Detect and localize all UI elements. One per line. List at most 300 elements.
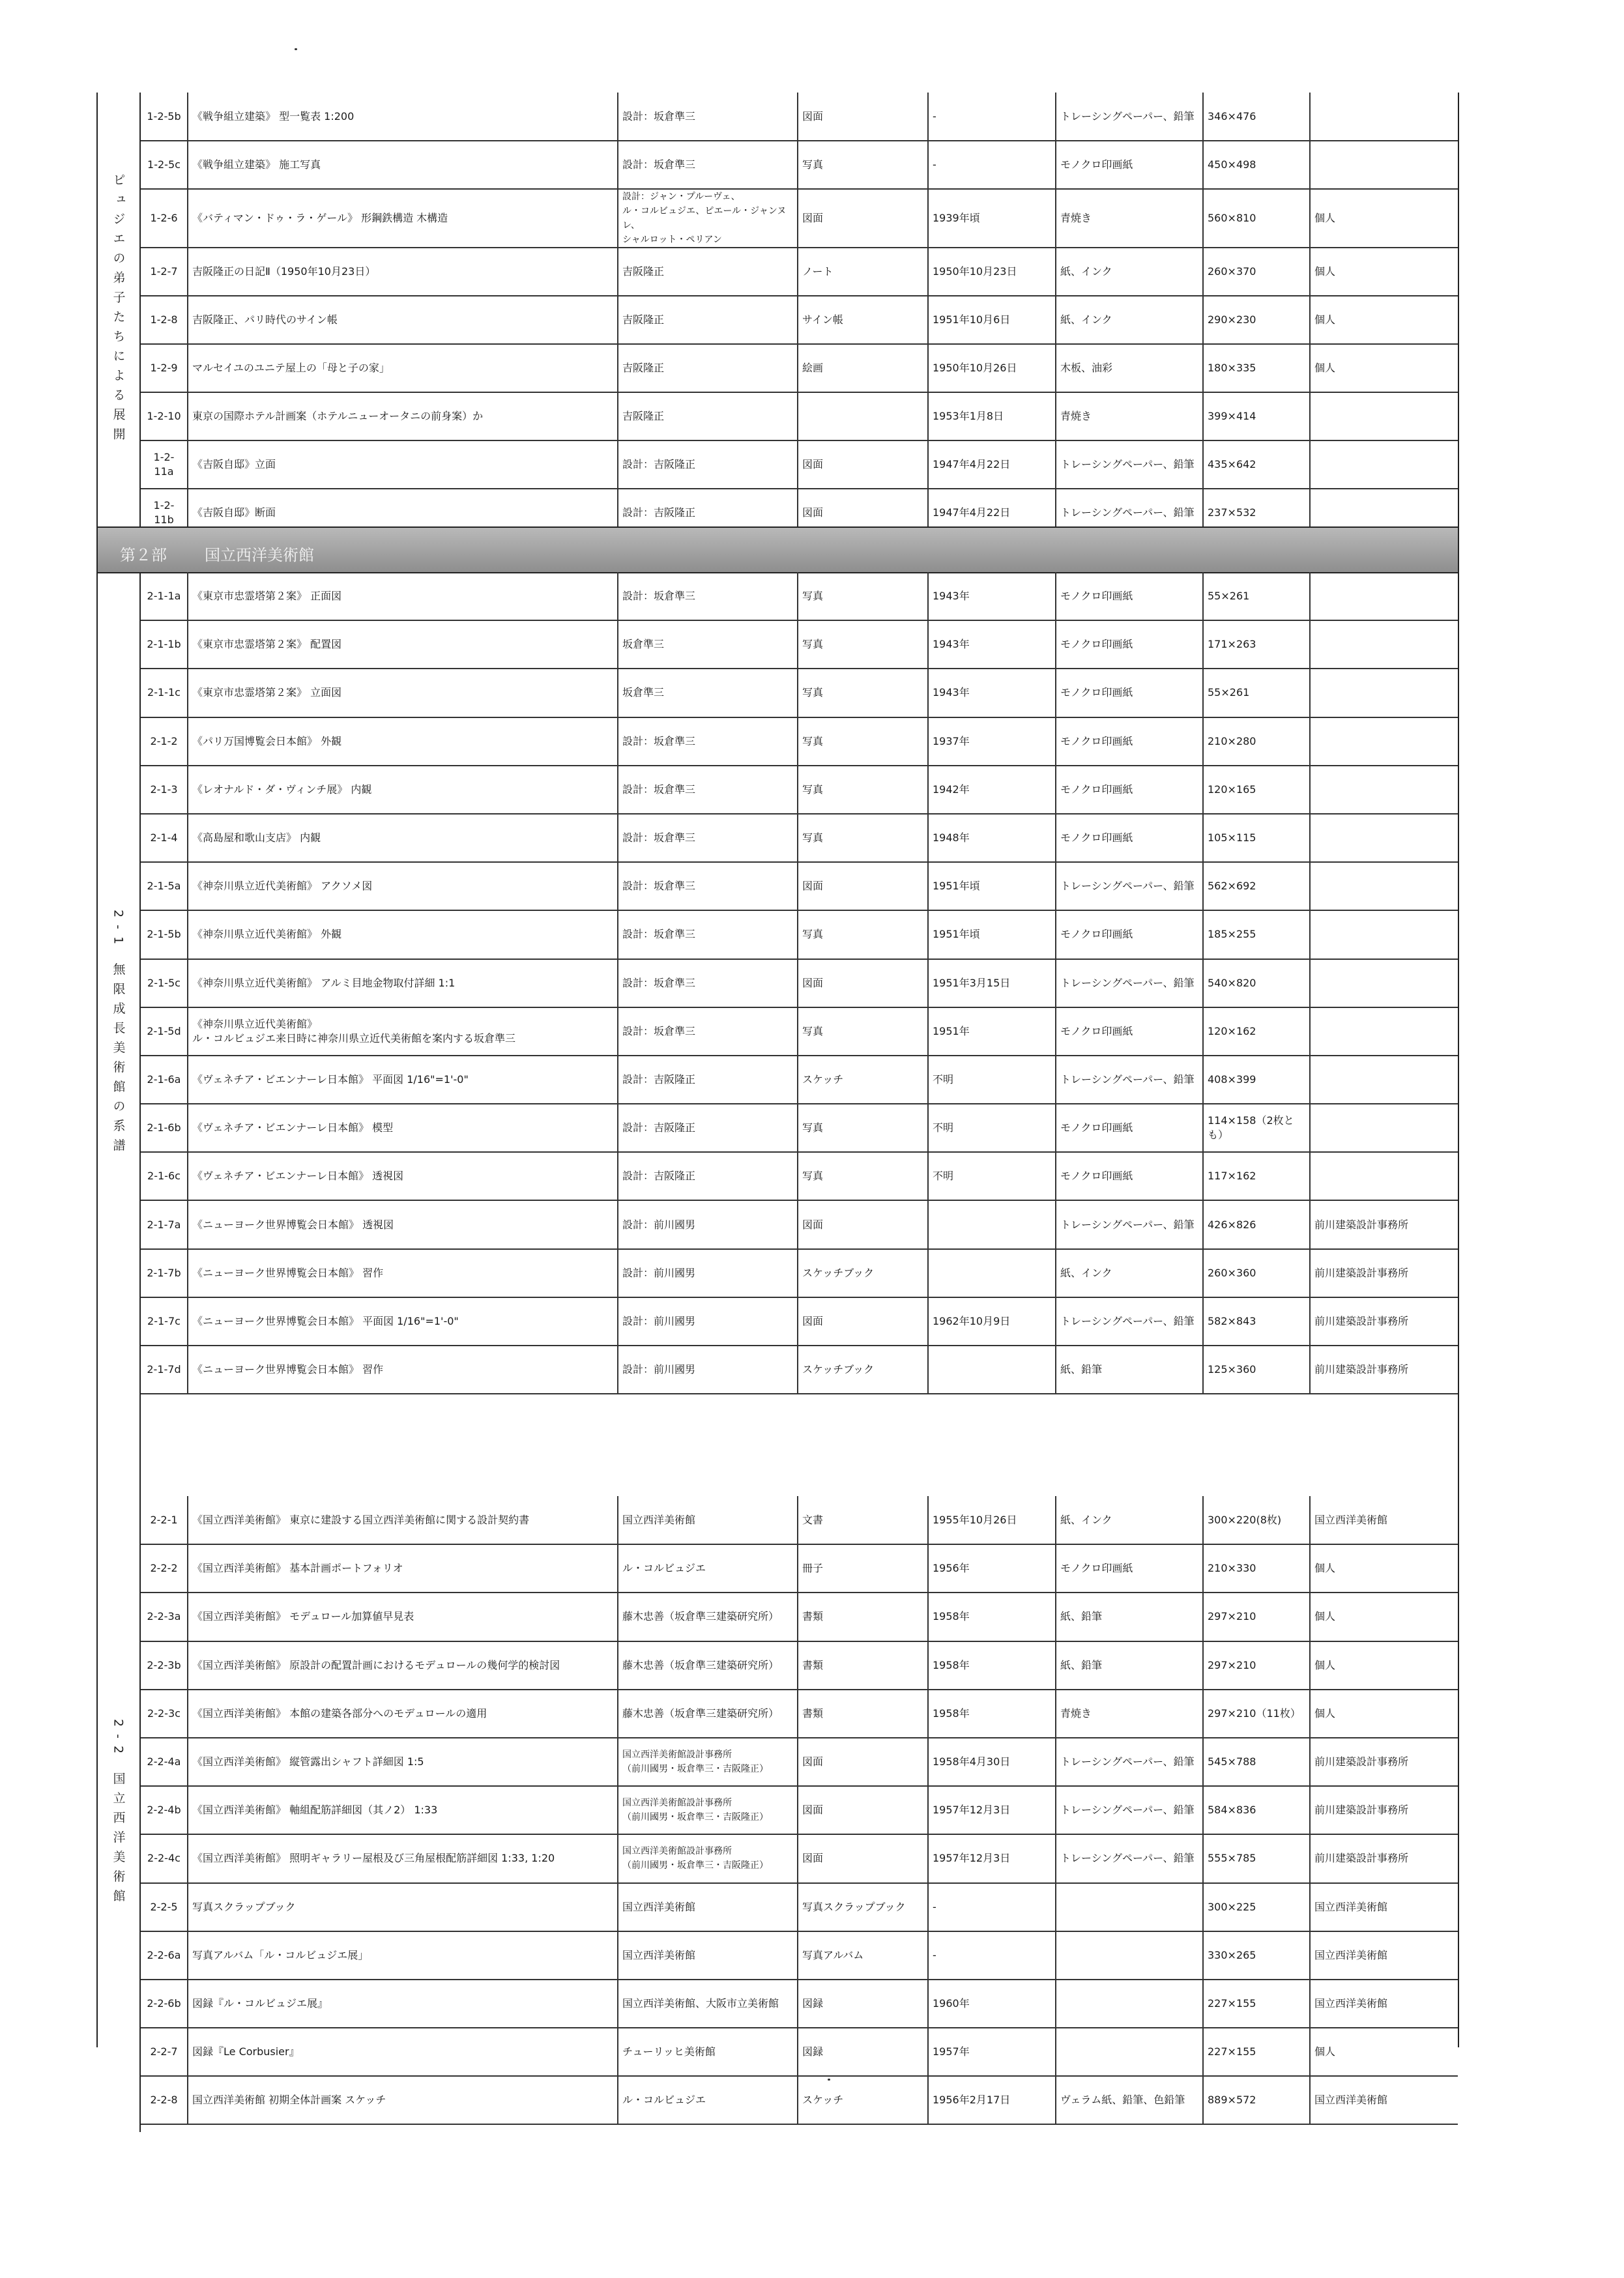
table-row (141, 717, 1458, 766)
cell-material: トレーシングペーパー、鉛筆 (1056, 93, 1203, 141)
table-row (141, 1496, 1458, 1544)
cell-size: 560×810 (1203, 189, 1310, 248)
table-row (141, 814, 1458, 862)
cell-owner: 個人 (1310, 1641, 1458, 1690)
cell-date: 不明 (928, 1152, 1056, 1200)
part-banner (98, 526, 1458, 573)
cell-size: 297×210 (1203, 1641, 1310, 1690)
section-label-cell (98, 572, 141, 1496)
cell-size: 180×335 (1203, 344, 1310, 392)
cell-size: 297×210（11枚） (1203, 1690, 1310, 1738)
cell-owner: 前川建築設計事務所 (1310, 1200, 1458, 1248)
cell-size: 450×498 (1203, 141, 1310, 189)
cell-author: 吉阪隆正 (618, 248, 798, 296)
cell-type: 図面 (798, 189, 928, 248)
table-row (141, 1152, 1458, 1200)
cell-owner (1310, 910, 1458, 959)
cell-id: 2-1-7a (141, 1200, 188, 1248)
cell-author: 設計：吉阪隆正 (618, 489, 798, 537)
table-row (141, 766, 1458, 814)
table-row (141, 1297, 1458, 1346)
cell-title: 《戦争組立建築》 型一覧表 1:200 (188, 93, 618, 141)
table-row (141, 1980, 1458, 2028)
cell-owner: 前川建築設計事務所 (1310, 1834, 1458, 1882)
cell-owner: 個人 (1310, 248, 1458, 296)
cell-material: モノクロ印画紙 (1056, 717, 1203, 766)
cell-id: 2-1-5d (141, 1007, 188, 1056)
cell-size: 55×261 (1203, 572, 1310, 620)
cell-size: 210×330 (1203, 1544, 1310, 1593)
table-row (141, 1544, 1458, 1593)
scan-speck (828, 2079, 830, 2081)
cell-size: 889×572 (1203, 2076, 1310, 2124)
cell-owner: 個人 (1310, 189, 1458, 248)
cell-id: 1-2-5c (141, 141, 188, 189)
cell-title: 《国立西洋美術館》 基本計画ポートフォリオ (188, 1544, 618, 1593)
cell-size: 237×532 (1203, 489, 1310, 537)
cell-size: 426×826 (1203, 1200, 1310, 1248)
cell-size: 125×360 (1203, 1346, 1310, 1394)
cell-owner (1310, 93, 1458, 141)
cell-id: 2-2-6b (141, 1980, 188, 2028)
cell-material: 青焼き (1056, 189, 1203, 248)
cell-author: 設計：坂倉準三 (618, 1007, 798, 1056)
cell-title: 《吉阪自邸》立面 (188, 440, 618, 489)
cell-id: 2-1-5b (141, 910, 188, 959)
cell-title: 《国立西洋美術館》 照明ギャラリー屋根及び三角屋根配筋詳細図 1:33, 1:20 (188, 1834, 618, 1882)
cell-date: 1948年 (928, 814, 1056, 862)
table-row (141, 959, 1458, 1007)
cell-id: 2-2-3b (141, 1641, 188, 1690)
cell-owner (1310, 141, 1458, 189)
cell-date: 1951年頃 (928, 862, 1056, 910)
cell-id: 2-2-5 (141, 1883, 188, 1931)
cell-date: 1947年4月22日 (928, 440, 1056, 489)
cell-owner (1310, 1152, 1458, 1200)
cell-material: トレーシングペーパー、鉛筆 (1056, 862, 1203, 910)
cell-title: 《ニューヨーク世界博覧会日本館》 習作 (188, 1249, 618, 1297)
cell-type: 図面 (798, 862, 928, 910)
cell-id: 1-2-6 (141, 189, 188, 248)
cell-type: スケッチブック (798, 1346, 928, 1394)
table-row (141, 1641, 1458, 1690)
cell-title: 《戦争組立建築》 施工写真 (188, 141, 618, 189)
cell-author: 吉阪隆正 (618, 392, 798, 440)
table-row (141, 2028, 1458, 2076)
cell-title: 《国立西洋美術館》 本館の建築各部分へのモデュロールの適用 (188, 1690, 618, 1738)
cell-owner: 国立西洋美術館 (1310, 1883, 1458, 1931)
cell-author: 設計：坂倉準三 (618, 959, 798, 1007)
cell-material: トレーシングペーパー、鉛筆 (1056, 440, 1203, 489)
cell-date: 不明 (928, 1056, 1056, 1104)
cell-type: ノート (798, 248, 928, 296)
cell-id: 1-2-11b (141, 489, 188, 537)
cell-title: 《国立西洋美術館》 軸組配筋詳細図（其ノ2） 1:33 (188, 1786, 618, 1834)
cell-size: 260×360 (1203, 1249, 1310, 1297)
cell-size: 555×785 (1203, 1834, 1310, 1882)
cell-owner: 前川建築設計事務所 (1310, 1297, 1458, 1346)
cell-material: トレーシングペーパー、鉛筆 (1056, 1200, 1203, 1248)
cell-material: モノクロ印画紙 (1056, 620, 1203, 669)
cell-material: トレーシングペーパー、鉛筆 (1056, 1297, 1203, 1346)
cell-title: 《吉阪自邸》断面 (188, 489, 618, 537)
cell-material (1056, 1883, 1203, 1931)
cell-size: 435×642 (1203, 440, 1310, 489)
cell-title: 《国立西洋美術館》 東京に建設する国立西洋美術館に関する設計契約書 (188, 1496, 618, 1544)
cell-id: 1-2-7 (141, 248, 188, 296)
cell-id: 2-2-4a (141, 1738, 188, 1786)
cell-owner: 個人 (1310, 1690, 1458, 1738)
cell-type: 書類 (798, 1690, 928, 1738)
cell-material: トレーシングペーパー、鉛筆 (1056, 959, 1203, 1007)
cell-title: 《高島屋和歌山支店》 内観 (188, 814, 618, 862)
cell-date: 1957年12月3日 (928, 1834, 1056, 1882)
cell-material: 紙、鉛筆 (1056, 1593, 1203, 1641)
cell-size: 540×820 (1203, 959, 1310, 1007)
cell-type: 写真アルバム (798, 1931, 928, 1980)
cell-title: 《ヴェネチア・ビエンナーレ日本館》 模型 (188, 1104, 618, 1152)
cell-author: 坂倉準三 (618, 620, 798, 669)
cell-title: 図録『Le Corbusier』 (188, 2028, 618, 2076)
cell-size: 562×692 (1203, 862, 1310, 910)
cell-size: 185×255 (1203, 910, 1310, 959)
cell-type: 写真 (798, 669, 928, 717)
cell-material: 青焼き (1056, 1690, 1203, 1738)
table-row (141, 392, 1458, 440)
cell-type: サイン帳 (798, 296, 928, 344)
cell-title: 《東京市忠霊塔第２案》 立面図 (188, 669, 618, 717)
cell-date: - (928, 93, 1056, 141)
table-row (141, 1056, 1458, 1104)
cell-author: 藤木忠善（坂倉準三建築研究所） (618, 1641, 798, 1690)
cell-size: 290×230 (1203, 296, 1310, 344)
cell-size: 582×843 (1203, 1297, 1310, 1346)
cell-date: 1950年10月23日 (928, 248, 1056, 296)
cell-material: トレーシングペーパー、鉛筆 (1056, 1738, 1203, 1786)
cell-material: 紙、インク (1056, 1249, 1203, 1297)
table-row (141, 1104, 1458, 1152)
cell-type: 図面 (798, 93, 928, 141)
cell-author: 設計：吉阪隆正 (618, 1056, 798, 1104)
scan-speck (295, 48, 297, 50)
cell-owner (1310, 814, 1458, 862)
cell-owner (1310, 392, 1458, 440)
cell-size: 330×265 (1203, 1931, 1310, 1980)
cell-material: 紙、鉛筆 (1056, 1346, 1203, 1394)
cell-date: 1958年 (928, 1593, 1056, 1641)
cell-author: 藤木忠善（坂倉準三建築研究所） (618, 1593, 798, 1641)
cell-type: 写真 (798, 1152, 928, 1200)
cell-id: 2-1-1c (141, 669, 188, 717)
table-row (141, 1834, 1458, 1882)
section-2-1 (98, 572, 1458, 1496)
cell-material: ヴェラム紙、鉛筆、色鉛筆 (1056, 2076, 1203, 2124)
cell-owner (1310, 440, 1458, 489)
cell-date: 1943年 (928, 620, 1056, 669)
table-row (141, 1690, 1458, 1738)
cell-material: モノクロ印画紙 (1056, 910, 1203, 959)
cell-owner (1310, 766, 1458, 814)
cell-date: 1951年頃 (928, 910, 1056, 959)
cell-id: 2-2-2 (141, 1544, 188, 1593)
cell-type: 図面 (798, 1200, 928, 1248)
table-row (141, 910, 1458, 959)
table-row (141, 620, 1458, 669)
cell-title: 《レオナルド・ダ・ヴィンチ展》 内観 (188, 766, 618, 814)
cell-date: 1950年10月26日 (928, 344, 1056, 392)
cell-title: 《東京市忠霊塔第２案》 配置図 (188, 620, 618, 669)
cell-author: 設計：坂倉準三 (618, 862, 798, 910)
cell-author: 国立西洋美術館、大阪市立美術館 (618, 1980, 798, 2028)
cell-material (1056, 2028, 1203, 2076)
cell-type: 写真 (798, 910, 928, 959)
cell-title: 《国立西洋美術館》 原設計の配置計画におけるモデュロールの幾何学的検討図 (188, 1641, 618, 1690)
cell-title: 《ニューヨーク世界博覧会日本館》 習作 (188, 1346, 618, 1394)
cell-type: 図録 (798, 1980, 928, 2028)
cell-type: 写真 (798, 717, 928, 766)
cell-id: 2-2-6a (141, 1931, 188, 1980)
table-row (141, 1007, 1458, 1056)
cell-size: 227×155 (1203, 1980, 1310, 2028)
cell-type: 写真 (798, 1007, 928, 1056)
table-row (141, 1346, 1458, 1394)
cell-id: 2-1-3 (141, 766, 188, 814)
cell-date: 1957年12月3日 (928, 1786, 1056, 1834)
section-label-cell (98, 93, 141, 528)
cell-owner: 個人 (1310, 344, 1458, 392)
cell-size: 300×220(8枚) (1203, 1496, 1310, 1544)
cell-title: 《バティマン・ドゥ・ラ・ゲール》 形鋼鉄構造 木構造 (188, 189, 618, 248)
cell-size: 545×788 (1203, 1738, 1310, 1786)
cell-size: 346×476 (1203, 93, 1310, 141)
table-row (141, 669, 1458, 717)
cell-title: マルセイユのユニテ屋上の「母と子の家」 (188, 344, 618, 392)
cell-date: 1960年 (928, 1980, 1056, 2028)
cell-id: 2-1-1b (141, 620, 188, 669)
cell-owner: 個人 (1310, 2028, 1458, 2076)
cell-id: 2-1-1a (141, 572, 188, 620)
cell-id: 1-2-5b (141, 93, 188, 141)
cell-type: 写真 (798, 620, 928, 669)
cell-date: 1957年 (928, 2028, 1056, 2076)
cell-title: 《国立西洋美術館》 縦管露出シャフト詳細図 1:5 (188, 1738, 618, 1786)
cell-id: 2-1-5a (141, 862, 188, 910)
cell-title: 写真スクラップブック (188, 1883, 618, 1931)
table-row (141, 296, 1458, 344)
cell-id: 2-1-5c (141, 959, 188, 1007)
cell-type: 写真 (798, 814, 928, 862)
table-row (141, 189, 1458, 248)
cell-author: 設計：坂倉準三 (618, 93, 798, 141)
cell-date: 1937年 (928, 717, 1056, 766)
cell-material: モノクロ印画紙 (1056, 572, 1203, 620)
cell-material: モノクロ印画紙 (1056, 1544, 1203, 1593)
cell-title: 《国立西洋美術館》 モデュロール加算値早見表 (188, 1593, 618, 1641)
cell-id: 2-2-7 (141, 2028, 188, 2076)
cell-material: 青焼き (1056, 392, 1203, 440)
table-row (141, 1249, 1458, 1297)
cell-title: 《ヴェネチア・ビエンナーレ日本館》 平面図 1/16"=1'-0" (188, 1056, 618, 1104)
catalog-table (141, 572, 1458, 1394)
cell-material: モノクロ印画紙 (1056, 766, 1203, 814)
table-row (141, 1883, 1458, 1931)
cell-type: 図面 (798, 1786, 928, 1834)
cell-author: 設計：吉阪隆正 (618, 1152, 798, 1200)
cell-author: 設計：前川國男 (618, 1200, 798, 1248)
cell-type: 文書 (798, 1496, 928, 1544)
cell-date: 1953年1月8日 (928, 392, 1056, 440)
cell-material: 紙、インク (1056, 248, 1203, 296)
catalog-table (141, 1496, 1458, 2125)
table-row (141, 440, 1458, 489)
cell-id: 2-2-1 (141, 1496, 188, 1544)
cell-title: 国立西洋美術館 初期全体計画案 スケッチ (188, 2076, 618, 2124)
cell-size: 584×836 (1203, 1786, 1310, 1834)
cell-type: 図面 (798, 489, 928, 537)
cell-date: - (928, 141, 1056, 189)
catalog-table (141, 93, 1458, 538)
cell-author: 設計：坂倉準三 (618, 766, 798, 814)
cell-type (798, 392, 928, 440)
cell-owner: 前川建築設計事務所 (1310, 1738, 1458, 1786)
table-row (141, 248, 1458, 296)
cell-size: 171×263 (1203, 620, 1310, 669)
cell-id: 1-2-11a (141, 440, 188, 489)
cell-owner (1310, 572, 1458, 620)
cell-type: 書類 (798, 1641, 928, 1690)
table-row (141, 1200, 1458, 1248)
cell-date: 1958年 (928, 1690, 1056, 1738)
cell-size: 55×261 (1203, 669, 1310, 717)
table-row (141, 1738, 1458, 1786)
cell-date: 1951年 (928, 1007, 1056, 1056)
cell-material: 紙、インク (1056, 1496, 1203, 1544)
cell-id: 2-1-6c (141, 1152, 188, 1200)
cell-type: 冊子 (798, 1544, 928, 1593)
table-row (141, 1786, 1458, 1834)
cell-author: 設計：坂倉準三 (618, 814, 798, 862)
cell-owner: 個人 (1310, 1544, 1458, 1593)
cell-title: 《神奈川県立近代美術館》 ル・コルビュジエ来日時に神奈川県立近代美術館を案内する坂倉準三 (188, 1007, 618, 1056)
cell-author: 国立西洋美術館設計事務所 （前川國男・坂倉準三・吉阪隆正） (618, 1834, 798, 1882)
cell-material: モノクロ印画紙 (1056, 669, 1203, 717)
cell-author: 設計：坂倉準三 (618, 572, 798, 620)
cell-type: スケッチブック (798, 1249, 928, 1297)
cell-author: 設計：坂倉準三 (618, 910, 798, 959)
banner-title: 国立西洋美術館 (205, 546, 314, 564)
cell-date: 1951年10月6日 (928, 296, 1056, 344)
cell-type: 写真 (798, 572, 928, 620)
cell-title: 写真アルバム「ル・コルビュジエ展」 (188, 1931, 618, 1980)
cell-date: 1947年4月22日 (928, 489, 1056, 537)
section-label: 2-2 国立西洋美術館 (111, 1719, 126, 1909)
cell-type: 絵画 (798, 344, 928, 392)
cell-date: 1956年2月17日 (928, 2076, 1056, 2124)
cell-title: 《ニューヨーク世界博覧会日本館》 平面図 1/16"=1'-0" (188, 1297, 618, 1346)
cell-title: 《神奈川県立近代美術館》 外観 (188, 910, 618, 959)
section-label-cell (98, 1496, 141, 2132)
cell-date: 1939年頃 (928, 189, 1056, 248)
cell-size: 114×158（2枚とも） (1203, 1104, 1310, 1152)
cell-date (928, 1249, 1056, 1297)
cell-material: モノクロ印画紙 (1056, 1007, 1203, 1056)
cell-author: 藤木忠善（坂倉準三建築研究所） (618, 1690, 798, 1738)
cell-id: 2-1-2 (141, 717, 188, 766)
cell-date: 1951年3月15日 (928, 959, 1056, 1007)
cell-author: 設計：前川國男 (618, 1249, 798, 1297)
cell-owner: 国立西洋美術館 (1310, 2076, 1458, 2124)
cell-type: 写真 (798, 1104, 928, 1152)
table-row (141, 344, 1458, 392)
cell-id: 2-1-7b (141, 1249, 188, 1297)
cell-author: 吉阪隆正 (618, 344, 798, 392)
cell-type: 書類 (798, 1593, 928, 1641)
cell-material: トレーシングペーパー、鉛筆 (1056, 1056, 1203, 1104)
cell-size: 297×210 (1203, 1593, 1310, 1641)
cell-type: 写真 (798, 766, 928, 814)
cell-author: 設計：坂倉準三 (618, 141, 798, 189)
cell-title: 吉阪隆正の日記Ⅱ（1950年10月23日） (188, 248, 618, 296)
section-1-2 (98, 93, 1458, 528)
cell-material: 紙、鉛筆 (1056, 1641, 1203, 1690)
cell-date: 1958年 (928, 1641, 1056, 1690)
cell-material (1056, 1931, 1203, 1980)
cell-owner (1310, 862, 1458, 910)
cell-date: 1943年 (928, 572, 1056, 620)
cell-author: 設計：ジャン・プルーヴェ、 ル・コルビュジエ、ピエール・ジャンヌレ、 シャルロット・ペリアン (618, 189, 798, 248)
banner-part: 第２部 (120, 546, 167, 564)
cell-type: 図録 (798, 2028, 928, 2076)
cell-id: 2-2-3c (141, 1690, 188, 1738)
cell-id: 2-2-4b (141, 1786, 188, 1834)
cell-material: トレーシングペーパー、鉛筆 (1056, 1834, 1203, 1882)
cell-material: モノクロ印画紙 (1056, 814, 1203, 862)
cell-size: 210×280 (1203, 717, 1310, 766)
cell-size: 260×370 (1203, 248, 1310, 296)
cell-date: 1958年4月30日 (928, 1738, 1056, 1786)
cell-author: ル・コルビュジエ (618, 1544, 798, 1593)
cell-material: トレーシングペーパー、鉛筆 (1056, 489, 1203, 537)
cell-type: 図面 (798, 1738, 928, 1786)
cell-date: 1962年10月9日 (928, 1297, 1056, 1346)
cell-author: 設計：吉阪隆正 (618, 1104, 798, 1152)
table-row (141, 862, 1458, 910)
cell-type: スケッチ (798, 2076, 928, 2124)
cell-size: 105×115 (1203, 814, 1310, 862)
cell-author: 設計：前川國男 (618, 1297, 798, 1346)
cell-material: モノクロ印画紙 (1056, 141, 1203, 189)
cell-material (1056, 1980, 1203, 2028)
cell-id: 2-1-6b (141, 1104, 188, 1152)
cell-date: 1943年 (928, 669, 1056, 717)
catalog-sheet (96, 93, 1459, 2107)
cell-type: スケッチ (798, 1056, 928, 1104)
cell-date: 1942年 (928, 766, 1056, 814)
cell-date (928, 1200, 1056, 1248)
cell-author: 坂倉準三 (618, 669, 798, 717)
cell-size: 120×162 (1203, 1007, 1310, 1056)
cell-owner (1310, 959, 1458, 1007)
cell-owner: 個人 (1310, 1593, 1458, 1641)
cell-id: 2-2-3a (141, 1593, 188, 1641)
cell-owner: 国立西洋美術館 (1310, 1496, 1458, 1544)
cell-date (928, 1346, 1056, 1394)
cell-owner (1310, 1007, 1458, 1056)
cell-author: ル・コルビュジエ (618, 2076, 798, 2124)
cell-type: 図面 (798, 1297, 928, 1346)
cell-author: 設計：前川國男 (618, 1346, 798, 1394)
cell-date: - (928, 1931, 1056, 1980)
